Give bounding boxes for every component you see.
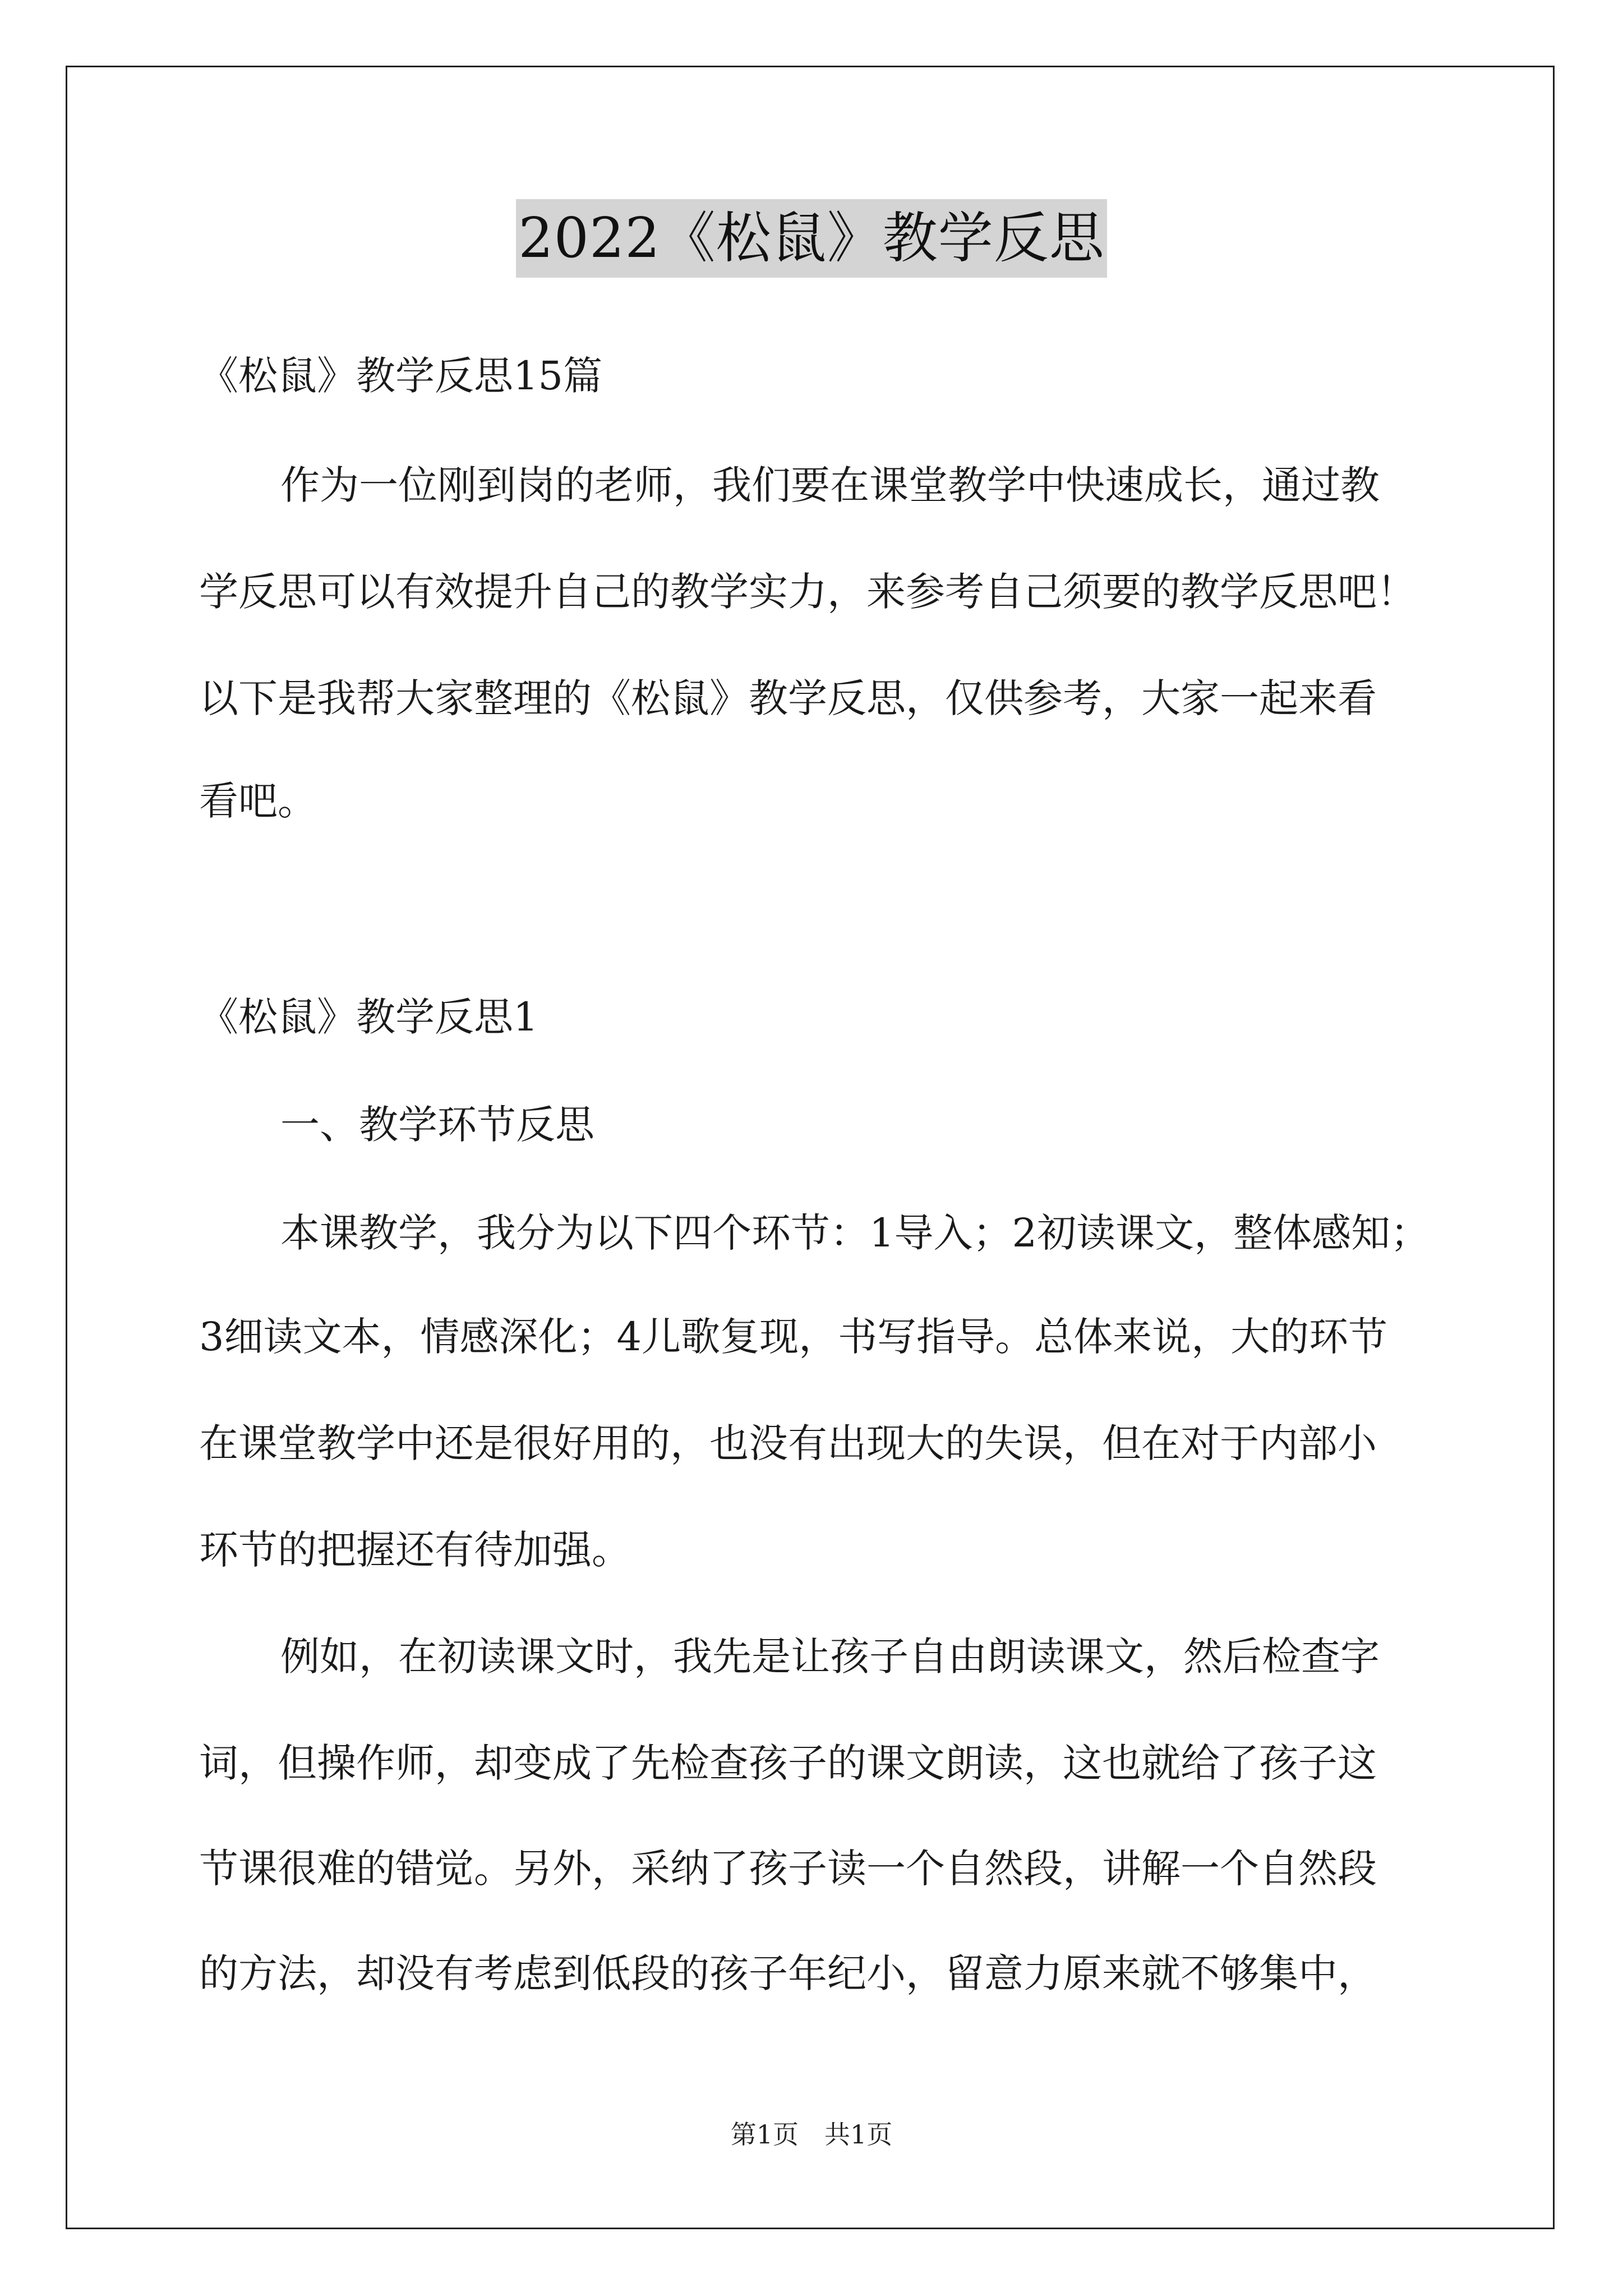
document-title: 2022《松鼠》教学反思	[516, 199, 1106, 278]
subsection-heading: 一、教学环节反思	[280, 1102, 594, 1148]
paragraph-line: 例如，在初读课文时，我先是让孩子自由朗读课文，然后检查字	[280, 1634, 1380, 1680]
paragraph-line: 学反思可以有效提升自己的教学实力，来参考自己须要的教学反思吧！	[199, 569, 1416, 615]
page-footer: 第1页 共1页	[730, 2119, 893, 2150]
paragraph-line: 词，但操作师，却变成了先检查孩子的课文朗读，这也就给了孩子这	[199, 1740, 1377, 1786]
section-heading: 《松鼠》教学反思1	[199, 994, 538, 1040]
paragraph-line: 3细读文本，情感深化；4儿歌复现，书写指导。总体来说，大的环节	[199, 1314, 1388, 1360]
paragraph-line: 看吧。	[199, 778, 317, 824]
title-container	[0, 199, 1623, 278]
paragraph-line: 作为一位刚到岗的老师，我们要在课堂教学中快速成长，通过教	[280, 462, 1380, 508]
paragraph-line: 以下是我帮大家整理的《松鼠》教学反思，仅供参考，大家一起来看	[199, 675, 1377, 721]
paragraph-line: 本课教学，我分为以下四个环节：1导入；2初读课文，整体感知；	[280, 1210, 1430, 1256]
paragraph-line: 的方法，却没有考虑到低段的孩子年纪小，留意力原来就不够集中，	[199, 1950, 1377, 1996]
subtitle-line: 《松鼠》教学反思15篇	[199, 353, 603, 399]
paragraph-line: 环节的把握还有待加强。	[199, 1527, 631, 1573]
paragraph-line: 在课堂教学中还是很好用的，也没有出现大的失误，但在对于内部小	[199, 1420, 1377, 1466]
paragraph-line: 节课很难的错觉。另外，采纳了孩子读一个自然段，讲解一个自然段	[199, 1846, 1377, 1892]
